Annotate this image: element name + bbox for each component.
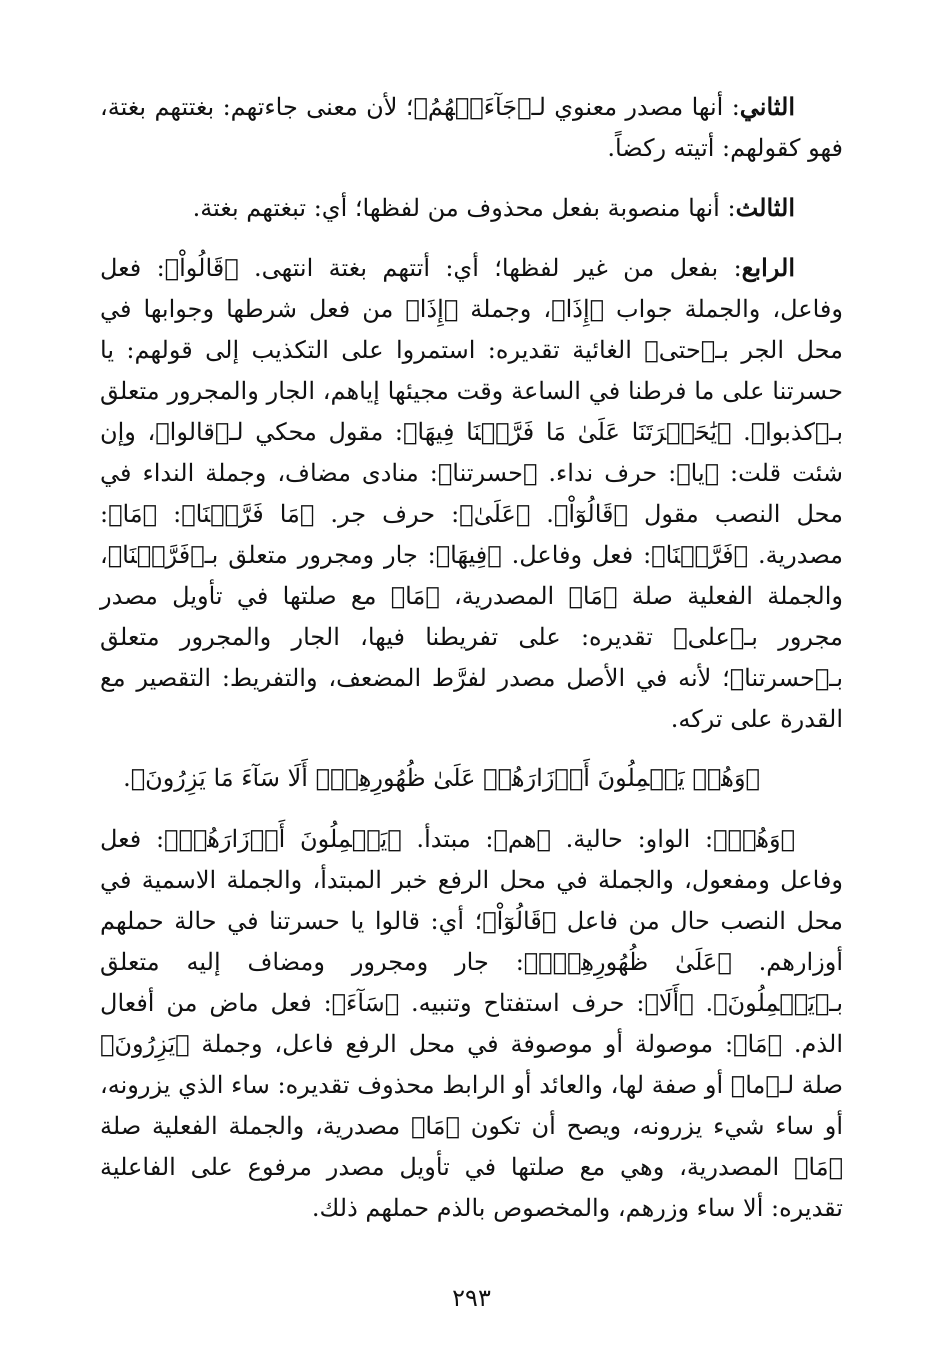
page-number: ٢٩٣	[452, 1284, 491, 1312]
quran-verse: ﴿وَهُمۡ يَحۡمِلُونَ أَوۡزَارَهُمۡ عَلَىٰ ظُهُورِهِمۡۚ أَلَا سَآءَ مَا يَزِرُونَ﴾.	[123, 764, 760, 792]
paragraph-second	[100, 86, 843, 169]
paragraph-text: : بفعل من غير لفظها؛ أي: أتتهم بغتة انتهى. ﴿قَالُواْ﴾: فعل وفاعل، والجملة جواب ﴿إِذَا﴾، وجملة ﴿إِذَا﴾ من فعل شرطها وجوابها في محل الجر بـ﴿حتى﴾ الغائية تقديره: استمروا على التكذيب إلى قولهم: يا حسرتنا على ما فرطنا في الساعة وقت مجيئها إياهم، الجار والمجرور متعلق بـ﴿كذبوا﴾. ﴿يَٰحَسۡرَتَنَا عَلَىٰ مَا فَرَّطۡنَا فِيهَا﴾: مقول محكي لـ﴿قالوا﴾، وإن شئت قلت: ﴿يا﴾: حرف نداء. ﴿حسرتنا﴾: منادى مضاف، وجملة النداء في محل النصب مقول ﴿قَالُوٓاْ﴾. ﴿عَلَىٰ﴾: حرف جر. ﴿مَا فَرَّطۡنَا﴾: ﴿مَا﴾: مصدرية. ﴿فَرَّطۡنَا﴾: فعل وفاعل. ﴿فِيهَا﴾: جار ومجرور متعلق بـ﴿فَرَّطۡنَا﴾، والجملة الفعلية صلة ﴿مَا﴾ المصدرية، ﴿مَا﴾ مع صلتها في تأويل مصدر مجرور بـ﴿على﴾ تقديره: على تفريطنا فيها، الجار والمجرور متعلق بـ﴿حسرتنا﴾؛ لأنه في الأصل مصدر لفرَّط المضعف، والتفريط: التقصير مع القدرة على تركه.	[100, 254, 843, 733]
paragraph-text: : أنها مصدر معنوي لـ﴿جَآءَتۡهُمُ﴾؛ لأن معنى جاءتهم: بغتتهم بغتة، فهو كقولهم: أتيته ركضاً.	[100, 93, 843, 162]
paragraph-third	[100, 187, 843, 229]
paragraph-parsing: ﴿وَهُمۡ﴾: الواو: حالية. ﴿هم﴾: مبتدأ. ﴿يَحۡمِلُونَ أَوۡزَارَهُمۡ﴾: فعل وفاعل ومفعول، والجملة في محل الرفع خبر المبتدأ، والجملة الاسمية في محل النصب حال من فاعل ﴿قَالُوٓاْ﴾؛ أي: قالوا يا حسرتنا في حالة حملهم أوزارهم. ﴿عَلَىٰ ظُهُورِهِمۡۚ﴾: جار ومجرور ومضاف إليه متعلق بـ﴿يَحۡمِلُونَ﴾. ﴿أَلَا﴾: حرف استفتاح وتنبيه. ﴿سَآءَ﴾: فعل ماض من أفعال الذم. ﴿مَا﴾: موصولة أو موصوفة في محل الرفع فاعل، وجملة ﴿يَزِرُونَ﴾ صلة لـ﴿ما﴾ أو صفة لها، والعائد أو الرابط محذوف تقديره: ساء الذي يزرونه، أو ساء شيء يزرونه، ويصح أن تكون ﴿مَا﴾ مصدرية، والجملة الفعلية صلة ﴿مَا﴾ المصدرية، وهي مع صلتها في تأويل مصدر مرفوع على الفاعلية تقديره: ألا ساء وزرهم، والمخصوص بالذم حملهم ذلك.	[100, 825, 843, 1222]
paragraph-lead: الثالث	[735, 193, 795, 222]
page-body	[100, 86, 843, 1247]
paragraph-text: : أنها منصوبة بفعل محذوف من لفظها؛ أي: تبغتهم بغتة.	[192, 194, 736, 222]
paragraph-lead: الرابع	[741, 253, 795, 282]
paragraph-lead: الثاني	[739, 92, 795, 121]
paragraph-fourth	[100, 247, 843, 740]
